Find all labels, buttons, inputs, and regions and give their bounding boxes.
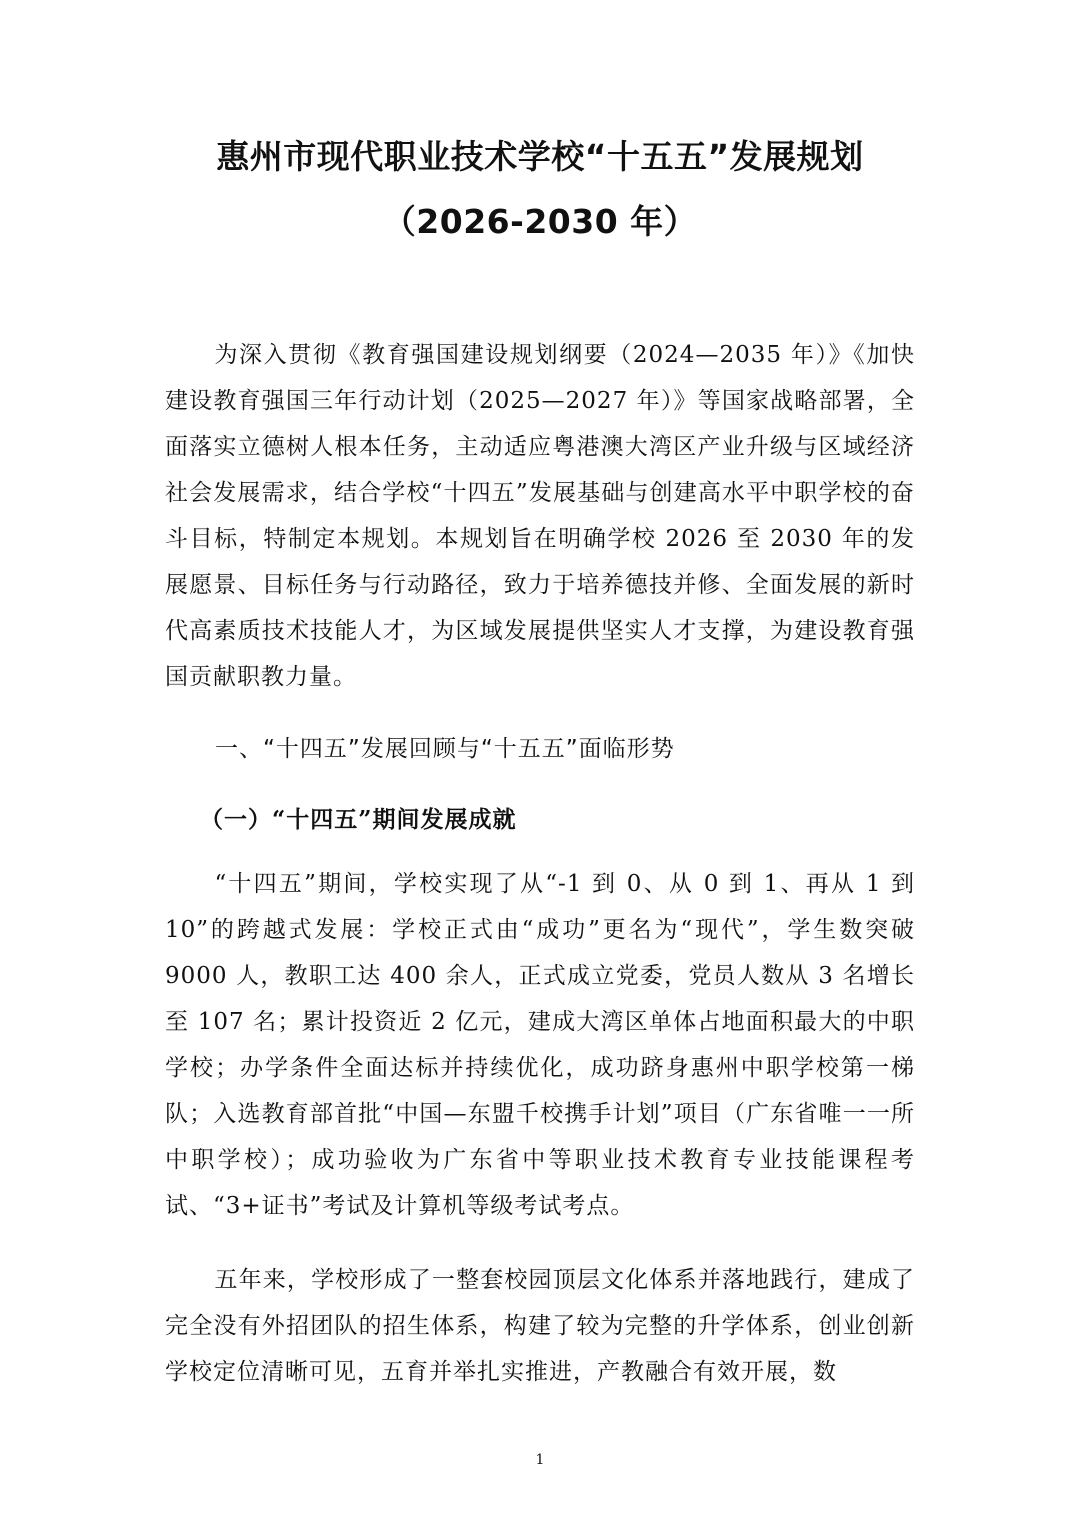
intro-paragraph: 为深入贯彻《教育强国建设规划纲要（2024—2035 年）》《加快建设教育强国三年行动计划（2025—2027 年）》等国家战略部署，全面落实立德树人根本任务，主动适应粤港澳大湾区产业升级与区域经济社会发展需求，结合学校“十四五”发展基础与创建高水平中职学校的奋斗目标，特制定本规划。本规划旨在明确学校 2026 至 2030 年的发展愿景、目标任务与行动路径，致力于培养德技并修、全面发展的新时代高素质技术技能人才，为区域发展提供坚实人才支撑，为建设教育强国贡献职教力量。 [165, 342, 915, 690]
page-number: 1 [535, 1452, 545, 1468]
achievements-paragraph: “十四五”期间，学校实现了从“-1 到 0、从 0 到 1、再从 1 到 10”的跨越式发展：学校正式由“成功”更名为“现代”，学生数突破 9000 人，教职工达 400 余人，正式成立党委，党员人数从 3 名增长至 107 名；累计投资近 2 亿元，建成大湾区单体占地面积最大的中职学校；办学条件全面达标并持续优化，成功跻身惠州中职学校第一梯队；入选教育部首批“中国—东盟千校携手计划”项目（广东省唯一一所中职学校）；成功验收为广东省中等职业技术教育专业技能课程考试、“3+证书”考试及计算机等级考试考点。 [165, 871, 915, 1219]
document-title: 惠州市现代职业技术学校“十五五”发展规划 [216, 137, 864, 176]
subsection-heading-1: （一）“十四五”期间发展成就 [200, 806, 517, 833]
section-heading-1: 一、“十四五”发展回顾与“十五五”面临形势 [215, 736, 675, 762]
document-subtitle: （2026-2030 年） [382, 202, 698, 241]
five-years-paragraph: 五年来，学校形成了一整套校园顶层文化体系并落地践行，建成了完全没有外招团队的招生体系，构建了较为完整的升学体系，创业创新学校定位清晰可见，五育并举扎实推进，产教融合有效开展，数 [165, 1267, 915, 1385]
